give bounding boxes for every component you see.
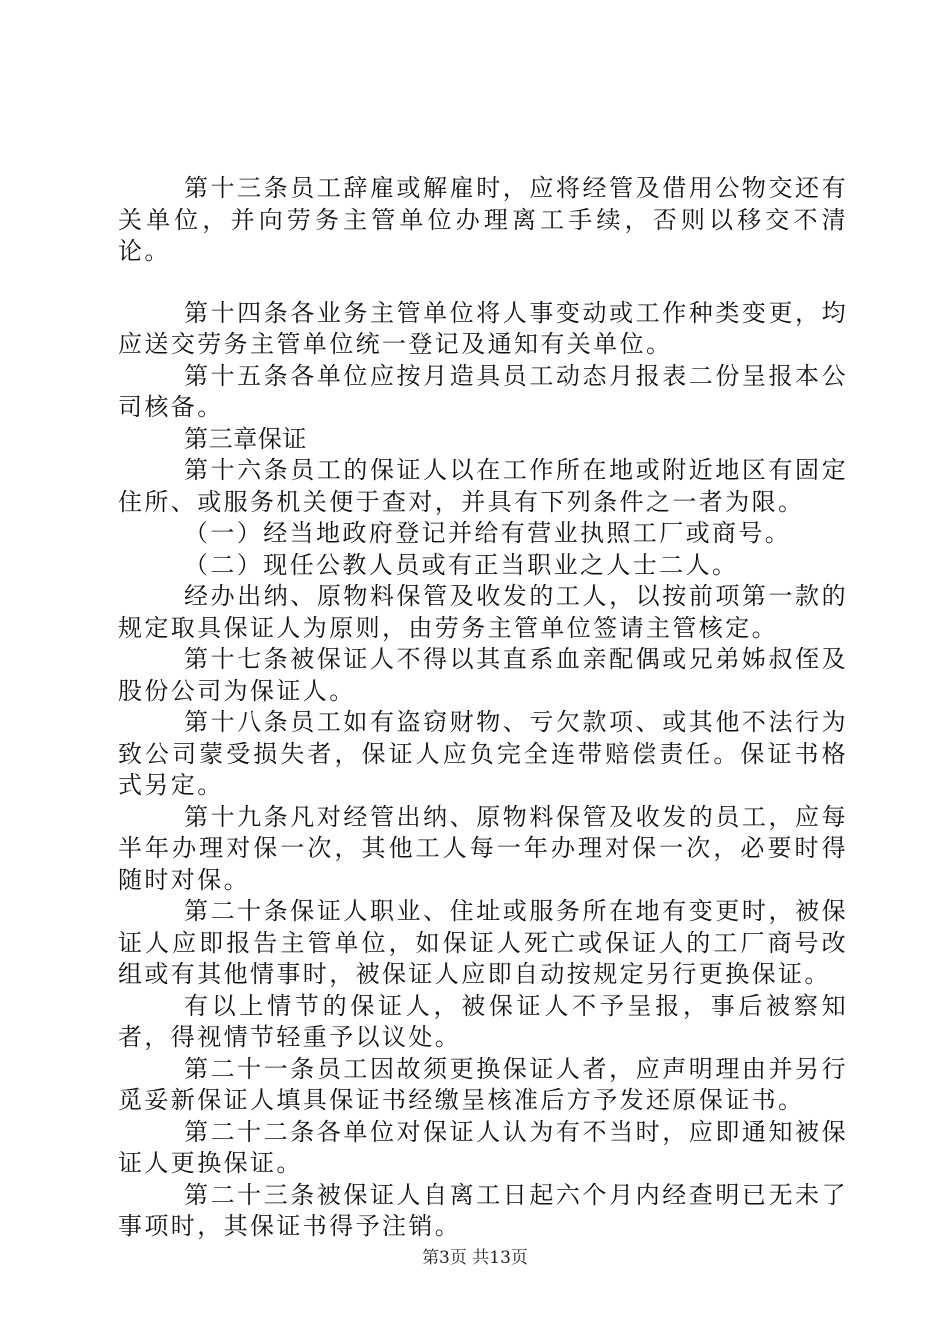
article-20: 第二十条保证人职业、住址或服务所在地有变更时，被保证人应即报告主管单位，如保证人死亡或保证人的工厂商号改组或有其他情事时，被保证人应即自动按规定另行更换保证。 <box>118 897 848 988</box>
article-18: 第十八条员工如有盗窃财物、亏欠款项、或其他不法行为致公司蒙受损失者，保证人应负完全连带赔偿责任。保证书格式另定。 <box>118 708 848 799</box>
document-body <box>118 173 848 1243</box>
article-21: 第二十一条员工因故须更换保证人者，应声明理由并另行觅妥新保证人填具保证书经缴呈核准后方予发还原保证书。 <box>118 1054 848 1114</box>
article-19: 第十九条凡对经管出纳、原物料保管及收发的员工，应每半年办理对保一次，其他工人每一年办理对保一次，必要时得随时对保。 <box>118 802 848 894</box>
article-16-item-1: （一）经当地政府登记并给有营业执照工厂或商号。 <box>184 519 792 547</box>
article-23: 第二十三条被保证人自离工日起六个月内经查明已无未了事项时，其保证书得予注销。 <box>118 1180 848 1240</box>
article-16: 第十六条员工的保证人以在工作所在地或附近地区有固定住所、或服务机关便于查对，并具有下列条件之一者为限。 <box>118 456 848 516</box>
article-20-note: 有以上情节的保证人，被保证人不予呈报，事后被察知者，得视情节轻重予以议处。 <box>118 991 848 1051</box>
article-15: 第十五条各单位应按月造具员工动态月报表二份呈报本公司核备。 <box>118 361 848 421</box>
article-13: 第十三条员工辞雇或解雇时，应将经管及借用公物交还有关单位，并向劳务主管单位办理离工手续，否则以移交不清论。 <box>118 174 848 265</box>
article-16-item-2: （二）现任公教人员或有正当职业之人士二人。 <box>184 550 739 579</box>
article-16-note: 经办出纳、原物料保管及收发的工人，以按前项第一款的规定取具保证人为原则，由劳务主管单位签请主管核定。 <box>118 582 848 642</box>
article-22: 第二十二条各单位对保证人认为有不当时，应即通知被保证人更换保证。 <box>118 1117 848 1177</box>
article-17: 第十七条被保证人不得以其直系血亲配偶或兄弟姊叔侄及股份公司为保证人。 <box>118 645 848 705</box>
chapter-heading: 第三章保证 <box>184 424 307 453</box>
article-14: 第十四条各业务主管单位将人事变动或工作种类变更，均应送交劳务主管单位统一登记及通知有关单位。 <box>118 298 848 358</box>
page-number-footer: 第3页 共13页 <box>422 1248 528 1268</box>
